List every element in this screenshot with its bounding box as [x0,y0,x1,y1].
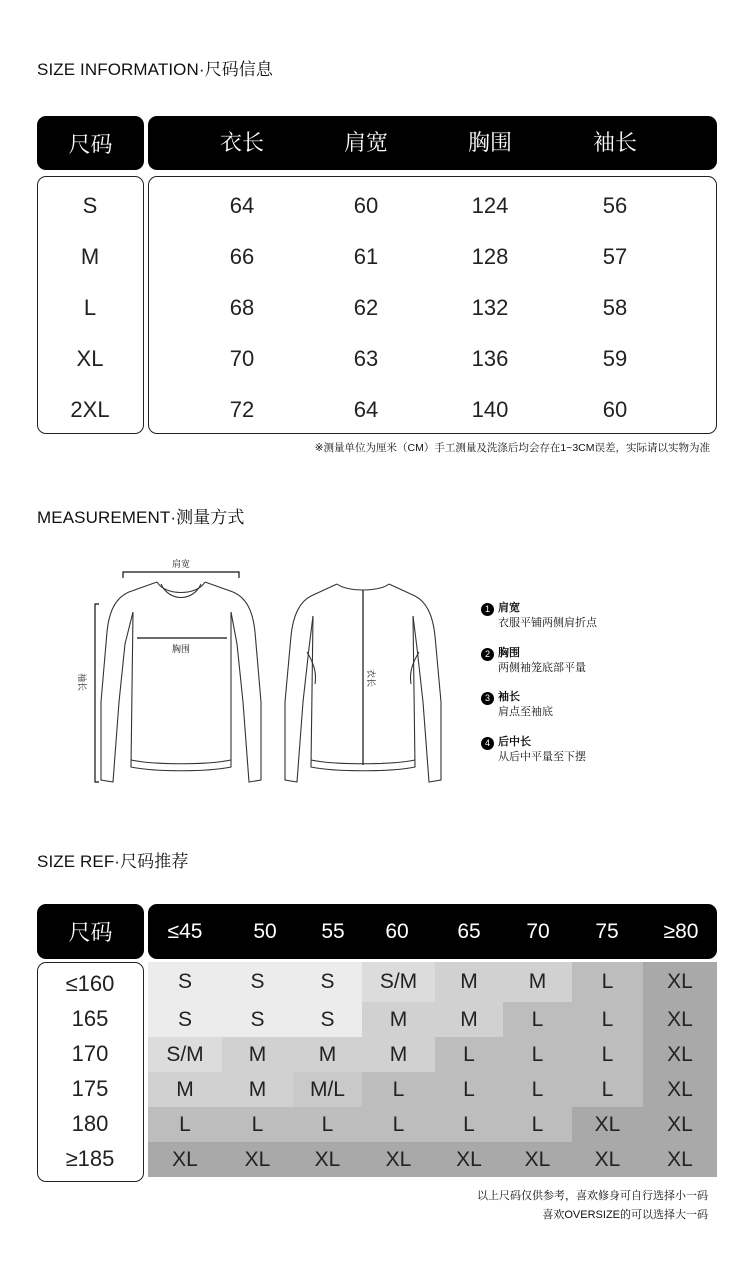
header-sleeve: 袖长 [592,130,638,155]
shoulder-bracket [123,572,239,578]
size-recommendation-cell: M [362,1037,435,1072]
size-recommendation-cell: S [222,1002,293,1037]
weight-header: 75 [595,920,619,943]
legend-desc: 从后中平量至下摆 [498,751,586,763]
size-value-cell: 62 [353,295,379,320]
size-recommendation-cell: S [148,962,222,1002]
size-value-cell: 58 [602,295,628,320]
legend-desc: 肩点至袖底 [498,706,553,718]
header-chest: 胸围 [467,130,513,155]
size-recommendation-cell: L [503,1072,572,1107]
size-value-cell: 61 [353,244,379,269]
size-recommendation-cell: L [572,962,643,1002]
size-value-cell: 68 [229,295,255,320]
legend-number: 1 [481,603,494,616]
legend-number: 4 [481,737,494,750]
size-recommendation-cell: L [503,1107,572,1142]
size-recommendation-cell: M [293,1037,362,1072]
weight-header: 50 [253,920,277,943]
measurement-note: ※测量单位为厘米（CM）手工测量及洗涤后均会存在1~3CM误差，实际请以实物为准 [314,442,710,454]
length-label: 衣长 [365,668,375,688]
chest-label: 胸围 [171,645,191,655]
header-length: 衣长 [219,130,265,155]
legend-title: 袖长 [498,691,520,703]
size-info-title: SIZE INFORMATION·尺码信息 [37,60,273,79]
measurement-title: MEASUREMENT·测量方式 [37,508,245,527]
size-recommendation-cell: L [503,1002,572,1037]
weight-header: ≤45 [167,920,203,943]
size-ref-title: SIZE REF·尺码推荐 [37,852,189,871]
size-value-cell: 56 [602,193,628,218]
size-recommendation-cell: M [503,962,572,1002]
size-recommendation-cell: XL [643,962,717,1002]
size-recommendation-cell: L [572,1037,643,1072]
size-recommendation-cell: XL [643,1142,717,1177]
weight-header: 65 [457,920,481,943]
legend-title: 肩宽 [498,602,520,614]
footnote-1: 以上尺码仅供参考，喜欢修身可自行选择小一码 [477,1190,708,1202]
size-recommendation-cell: M [148,1072,222,1107]
size-value-cell: 60 [353,193,379,218]
sleeve-label: 袖长 [76,672,86,692]
weight-header: 60 [385,920,409,943]
size-recommendation-cell: L [435,1107,503,1142]
measurement-header-bar [148,116,717,170]
size-recommendation-cell: M [222,1037,293,1072]
size-value-cell: 66 [229,244,255,269]
size-recommendation-cell: L [572,1072,643,1107]
size-recommendation-cell: XL [643,1107,717,1142]
size-value-cell: 63 [353,346,379,371]
size-recommendation-cell: L [435,1072,503,1107]
legend-title: 后中长 [498,736,531,748]
size-recommendation-cell: L [503,1037,572,1072]
legend-item-chest [481,646,586,675]
size-recommendation-cell: M [362,1002,435,1037]
size-recommendation-cell: XL [293,1142,362,1177]
size-value-cell: 132 [471,295,509,320]
legend-item-back-length [481,735,586,764]
size-value-cell: 64 [353,397,379,422]
size-recommendation-cell: L [362,1072,435,1107]
size-recommendation-cell: XL [643,1072,717,1107]
size-recommendation-cell: M [222,1072,293,1107]
height-label: ≥185 [65,1146,115,1171]
size-recommendation-cell: L [572,1002,643,1037]
size-recommendation-cell: L [435,1037,503,1072]
height-label: 180 [71,1111,109,1136]
size-label: M [80,244,100,269]
size-recommendation-cell: L [222,1107,293,1142]
size-recommendation-cell: XL [148,1142,222,1177]
size-column-header: 尺码 [37,116,144,170]
size-value-cell: 128 [471,244,509,269]
size-label: 2XL [70,397,110,422]
size-recommendation-cell: XL [435,1142,503,1177]
size-ref-header-label: 尺码 [37,904,144,959]
weight-header: 55 [321,920,345,943]
size-value-cell: 72 [229,397,255,422]
size-recommendation-cell: XL [362,1142,435,1177]
legend-number: 2 [481,648,494,661]
size-recommendation-cell: S [293,1002,362,1037]
legend-number: 3 [481,692,494,705]
size-recommendation-cell: S/M [362,962,435,1002]
weight-header: 70 [526,920,550,943]
size-recommendation-cell: XL [643,1037,717,1072]
size-value-cell: 57 [602,244,628,269]
weight-header-bar [148,904,717,959]
footnote-2: 喜欢OVERSIZE的可以选择大一码 [542,1209,708,1221]
height-label: 175 [71,1076,109,1101]
legend-item-sleeve [481,690,553,719]
header-shoulder: 肩宽 [343,130,389,155]
shirt-diagram [76,552,445,792]
size-value-cell: 136 [471,346,509,371]
size-recommendation-cell: S [148,1002,222,1037]
height-label: ≤160 [65,971,115,996]
size-recommendation-cell: XL [222,1142,293,1177]
size-recommendation-cell: S [222,962,293,1002]
weight-header: ≥80 [663,920,699,943]
size-recommendation-cell: L [293,1107,362,1142]
height-label: 170 [71,1041,109,1066]
size-recommendation-cell: M [435,962,503,1002]
front-shirt [101,582,261,782]
size-value-cell: 59 [602,346,628,371]
size-value-cell: 64 [229,193,255,218]
size-value-cell: 124 [471,193,509,218]
size-recommendation-cell: XL [572,1107,643,1142]
size-label: XL [76,346,104,371]
size-value-cell: 140 [471,397,509,422]
size-recommendation-cell: XL [643,1002,717,1037]
size-value-cell: 70 [229,346,255,371]
size-recommendation-cell: XL [503,1142,572,1177]
size-label: L [83,295,97,320]
legend-title: 胸围 [498,647,520,659]
size-recommendation-cell: S/M [148,1037,222,1072]
sleeve-bracket [95,604,99,782]
size-label: S [82,193,98,218]
size-value-cell: 60 [602,397,628,422]
shoulder-label: 肩宽 [171,560,191,570]
legend-item-shoulder [481,601,597,630]
size-recommendation-grid [148,962,717,1182]
size-recommendation-cell: L [362,1107,435,1142]
size-recommendation-cell: S [293,962,362,1002]
size-recommendation-cell: L [148,1107,222,1142]
size-recommendation-cell: M/L [293,1072,362,1107]
legend-desc: 两侧袖笼底部平量 [498,662,586,674]
height-label: 165 [71,1006,109,1031]
size-recommendation-cell: M [435,1002,503,1037]
legend-desc: 衣服平铺两侧肩折点 [498,617,597,629]
size-recommendation-cell: XL [572,1142,643,1177]
